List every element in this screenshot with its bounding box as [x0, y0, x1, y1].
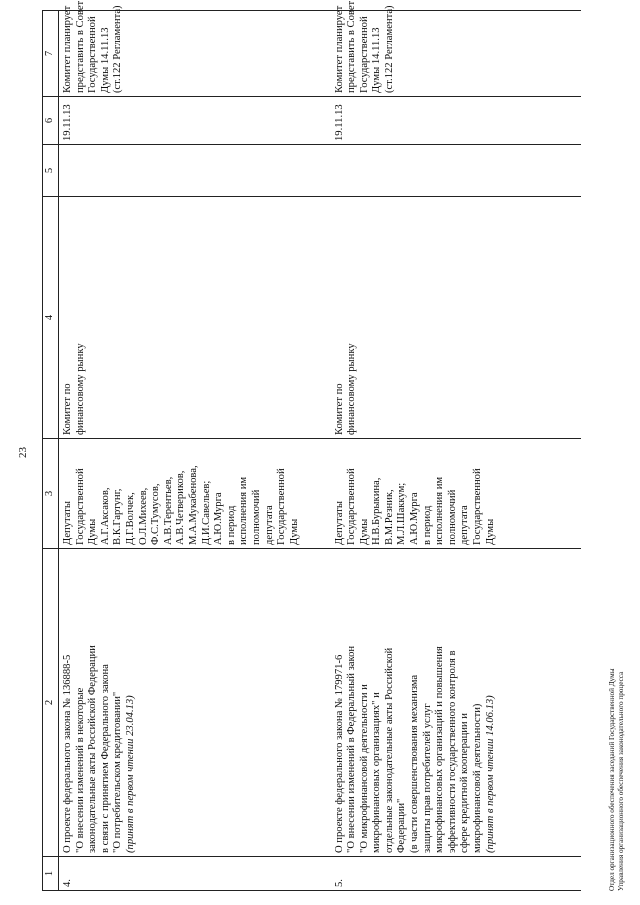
first-reading-note: (принят в первом чтении 14.06.13): [484, 695, 496, 853]
column-header-4: 4: [43, 197, 59, 439]
column-5-cell: [331, 145, 581, 197]
plan-line: (ст.122 Регламента): [383, 5, 395, 93]
bill-title-line: Федерации": [396, 798, 408, 853]
committee-line: Комитет по: [333, 383, 345, 435]
author-line: полномочий: [446, 489, 458, 545]
bill-title-cell: [331, 549, 581, 857]
author-line: в период: [225, 505, 237, 545]
author-line: А.Г.Аксаков,: [99, 487, 111, 545]
column-header-2: 2: [43, 549, 59, 857]
committee-line: финансовому рынку: [346, 343, 358, 435]
column-5-cell: [59, 145, 331, 197]
row-number: 5.: [331, 857, 581, 891]
author-line: М.Л.Шаккум;: [396, 482, 408, 545]
committee-line: Комитет по: [62, 383, 73, 435]
bill-title-line: "О микрофинансовой деятельности и: [358, 684, 370, 853]
bill-title-cell: [59, 549, 331, 857]
bills-table: [42, 0, 581, 891]
plan-line: представить в Совет: [74, 0, 86, 93]
plan-line: представить в Совет: [346, 0, 358, 93]
author-line: Депутаты: [62, 501, 73, 545]
bill-title-line: О проекте федерального закона № 179971-6: [333, 654, 345, 853]
author-line: Д.Г.Волчек,: [124, 492, 136, 545]
footer-line: Управления организационного обеспечения законодательного процесса: [617, 671, 625, 891]
table-row: [59, 11, 331, 891]
author-line: Государственной: [346, 468, 358, 545]
author-line: Думы: [358, 518, 370, 545]
column-header-5: 5: [43, 145, 59, 197]
author-line: В.М.Резник,: [383, 489, 395, 545]
committee-cell: [59, 197, 331, 439]
plan-line: Государственной: [358, 16, 370, 93]
author-line: полномочий: [250, 489, 262, 545]
author-line: Государственной: [276, 468, 288, 545]
page-number: 23: [17, 447, 29, 458]
page-footer: [608, 668, 626, 891]
bill-title-line: в связи с принятием Федерального закона: [99, 664, 111, 853]
author-line: депутата: [459, 505, 471, 545]
author-line: исполнения им: [238, 476, 250, 545]
plan-cell: [59, 0, 331, 97]
author-line: М.А.Мукабенова,: [187, 465, 199, 545]
author-line: Ф.С.Тумусов,: [150, 483, 162, 545]
plan-line: (ст.122 Регламента): [112, 5, 124, 93]
bill-title-line: О проекте федерального закона № 136888-5: [62, 654, 73, 853]
plan-line: Думы 14.11.13: [99, 27, 111, 93]
author-line: Государственной: [472, 468, 484, 545]
author-line: Думы: [288, 518, 300, 545]
bill-title-line: эффективности государственного контроля в: [446, 650, 458, 853]
date-cell: 19.11.13: [59, 97, 331, 145]
author-line: Д.И.Савельев;: [200, 480, 212, 545]
author-line: А.Ю.Мурга: [409, 492, 421, 545]
table-row: [331, 11, 581, 891]
plan-cell: [331, 0, 581, 97]
plan-line: Комитет планирует: [333, 5, 345, 93]
author-line: В.К.Гартунг,: [112, 488, 124, 545]
bill-title-line: микрофинансовых организаций и повышения: [434, 646, 446, 853]
author-line: О.Л.Михеев,: [137, 487, 149, 545]
plan-line: Государственной: [87, 16, 99, 93]
author-line: А.Ю.Мурга: [213, 492, 225, 545]
bill-title-line: микрофинансовых организациях" и: [371, 692, 383, 853]
author-line: Думы: [484, 518, 496, 545]
column-header-6: 6: [43, 97, 59, 145]
author-line: в период: [421, 505, 433, 545]
author-line: Депутаты: [333, 501, 345, 545]
author-line: А.В.Терентьев,: [162, 476, 174, 545]
column-header-3: 3: [43, 439, 59, 549]
author-line: Думы: [87, 518, 99, 545]
bill-title-line: отдельные законодательные акты Российской: [383, 647, 395, 853]
table-header-row: [43, 11, 59, 891]
footer-line: Отдел организационного обеспечения заседаний Государственной Думы: [608, 668, 616, 891]
authors-cell: [331, 439, 581, 549]
committee-cell: [331, 197, 581, 439]
bill-title-line: защиты прав потребителей услуг: [421, 703, 433, 853]
bill-title-line: "О внесении изменений в Федеральный закон: [346, 645, 358, 853]
author-line: А.В.Четвериков,: [175, 470, 187, 545]
bill-title-line: законодательные акты Российской Федерации: [87, 645, 99, 853]
date-cell: 19.11.13: [331, 97, 581, 145]
column-header-7: 7: [43, 11, 59, 97]
author-line: Государственной: [74, 468, 86, 545]
author-line: исполнения им: [434, 476, 446, 545]
author-line: Н.В.Бурыкина,: [371, 477, 383, 545]
first-reading-note: (принят в первом чтении 23.04.13): [124, 695, 136, 853]
column-header-1: 1: [43, 857, 59, 891]
plan-line: Комитет планирует: [62, 5, 73, 93]
author-line: депутата: [263, 505, 275, 545]
bill-title-line: сфере кредитной кооперации и: [459, 713, 471, 853]
bill-title-line: (в части совершенствования механизма: [409, 674, 421, 853]
row-number: 4.: [59, 857, 331, 891]
bill-title-line: микрофинансовой деятельности): [472, 703, 484, 853]
bill-title-line: "О потребительском кредитовании": [112, 691, 124, 853]
plan-line: Думы 14.11.13: [371, 27, 383, 93]
bill-title-line: "О внесении изменений в некоторые: [74, 687, 86, 853]
committee-line: финансовому рынку: [74, 343, 86, 435]
authors-cell: [59, 439, 331, 549]
